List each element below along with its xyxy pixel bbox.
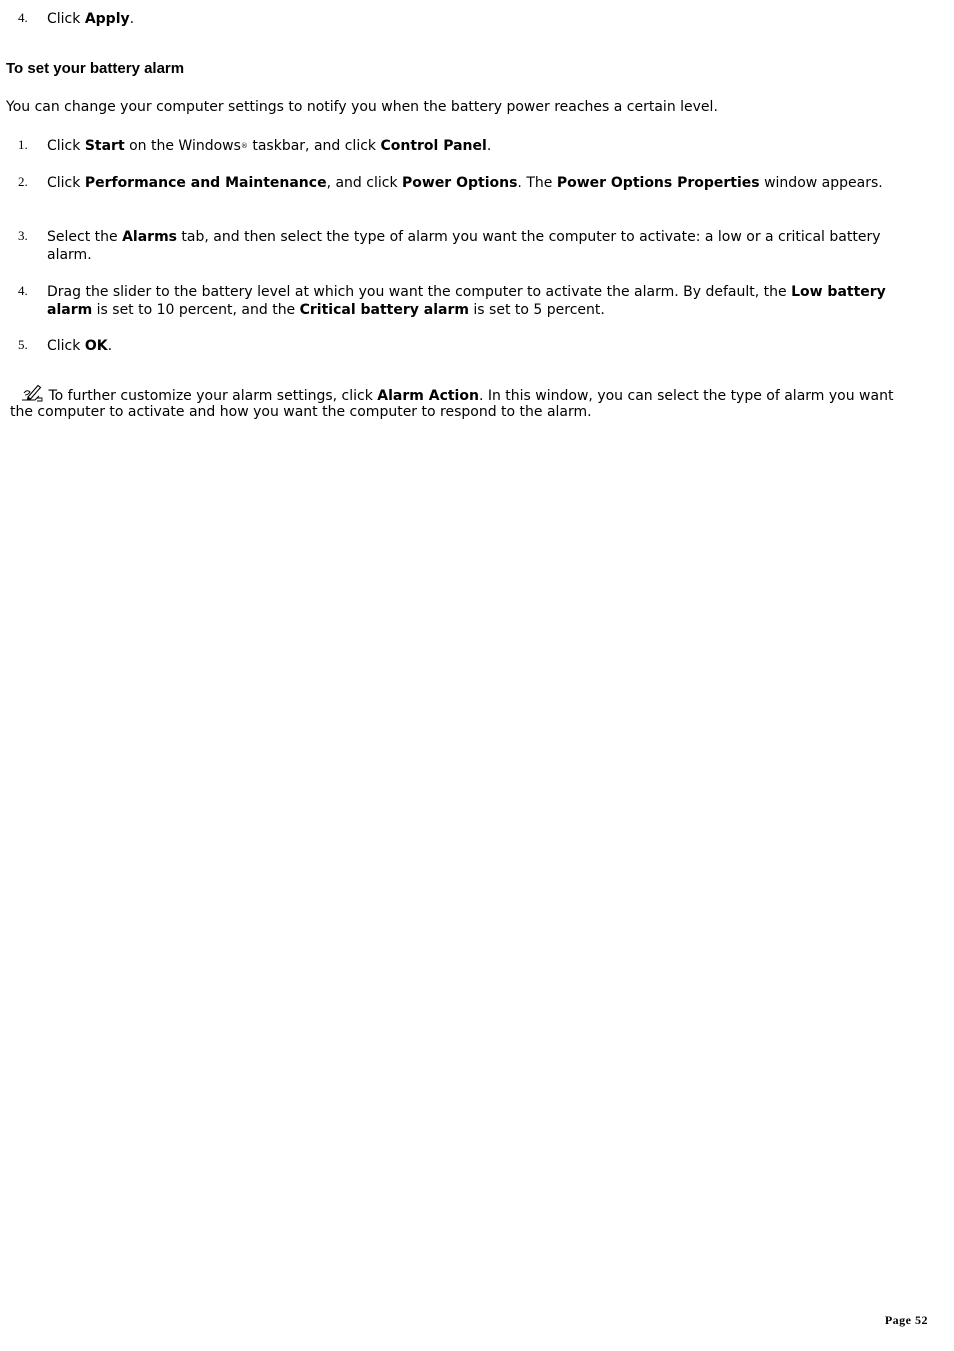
section-heading: To set your battery alarm [6, 60, 185, 77]
note-pen-icon [20, 383, 44, 403]
ui-term-performance-and-maintenance: Performance and Maintenance [84, 175, 327, 191]
ui-term-start: Start [84, 138, 125, 154]
step-text-segment: . The [517, 175, 557, 191]
step-text-segment: , and click [326, 175, 402, 191]
step-text-segment: tab, and then select the type of alarm you want the computer to activate: a low or a critical battery alarm. [47, 229, 885, 263]
step-text-segment: . [129, 11, 135, 27]
note-text-segment: To further customize your alarm settings, click [44, 388, 378, 404]
step-text-segment: Click [47, 338, 85, 354]
step-text-segment: Drag the slider to the battery level at which you want the computer to activate the alarm. By default, the [47, 284, 792, 300]
ui-term-power-options: Power Options [402, 175, 518, 191]
step-text-segment: Click [47, 138, 85, 154]
step-text-segment: taskbar, and click [247, 138, 381, 154]
ui-term-alarm-action: Alarm Action [377, 388, 479, 404]
ui-term-apply: Apply [84, 11, 130, 27]
step-number: 4. [18, 283, 28, 298]
page-number: Page 52 [884, 1313, 928, 1327]
ui-term-power-options-properties: Power Options Properties [556, 175, 760, 191]
ui-term-ok: OK [84, 338, 108, 354]
step-number: 4. [18, 10, 28, 25]
step-text-segment: . [107, 338, 113, 354]
step-text-segment: on the Windows [124, 138, 241, 154]
step-number: 1. [18, 137, 28, 152]
step-text [47, 137, 927, 155]
ui-term-alarms: Alarms [122, 229, 177, 245]
step-number: 2. [18, 174, 28, 189]
step-text-segment: Click [47, 175, 85, 191]
step-text-segment: is set to 5 percent. [468, 302, 605, 318]
ui-term-control-panel: Control Panel [380, 138, 487, 154]
note-text-segment: . In this window, you can select the type of alarm you want the computer to activate and how you want the computer to respond to the alarm. [10, 388, 898, 420]
ui-term-critical-battery-alarm: Critical battery alarm [299, 302, 469, 318]
step-number: 5. [18, 337, 28, 352]
step-text [47, 174, 927, 192]
step-text-segment: window appears. [759, 175, 883, 191]
ui-term-low-battery-alarm: Low battery alarm [47, 284, 891, 318]
step-text [47, 283, 927, 319]
note-paragraph [10, 383, 920, 420]
step-text [47, 10, 927, 28]
step-text [47, 337, 927, 355]
step-text-segment: Click [47, 11, 85, 27]
step-text-segment: is set to 10 percent, and the [92, 302, 300, 318]
step-number: 3. [18, 228, 28, 243]
step-text-segment: Select the [47, 229, 123, 245]
step-text [47, 228, 927, 264]
registered-mark: ® [240, 142, 248, 150]
intro-paragraph: You can change your computer settings to notify you when the battery power reaches a certain level. [6, 99, 718, 115]
step-text-segment: . [486, 138, 492, 154]
